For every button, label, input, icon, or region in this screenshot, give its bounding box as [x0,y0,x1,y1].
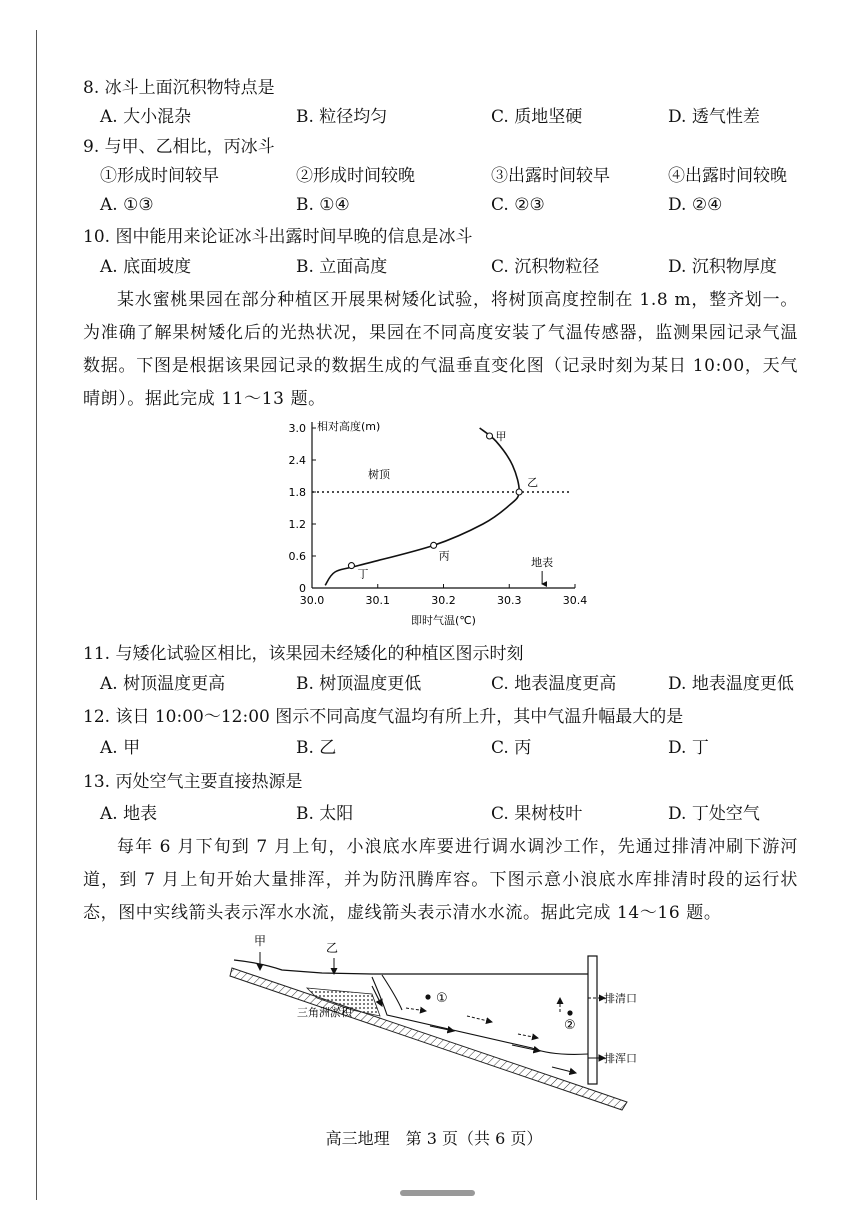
q8-stem: 8. 冰斗上面沉积物特点是 [83,78,275,98]
data-point-label: 乙 [527,476,539,489]
q9-item-1: ①形成时间较早 [100,166,219,186]
temperature-curve [325,428,519,585]
x-tick-label: 30.2 [431,594,456,607]
q8-option-b: B. 粒径均匀 [296,107,388,127]
passage-reservoir [83,831,798,930]
data-point-label: 甲 [495,430,507,443]
q9-item-4: ④出露时间较晚 [668,166,787,186]
q9-option-c: C. ②③ [491,195,545,215]
y-axis-label: 相对高度(m) [317,420,381,433]
q12-option-c: C. 丙 [491,738,532,758]
label-point-1: ① [436,991,448,1006]
data-point [431,542,437,548]
data-point [487,433,493,439]
q8-option-a: A. 大小混杂 [100,107,192,127]
reservoir-diagram [222,930,637,1110]
y-tick-label: 1.2 [288,518,306,531]
q9-item-3: ③出露时间较早 [491,166,610,186]
x-tick-label: 30.1 [365,594,390,607]
binding-margin-line [36,30,37,1200]
q12-option-b: B. 乙 [296,738,337,758]
q13-option-a: A. 地表 [100,804,158,824]
passage-reservoir-text: 每年 6 月下旬到 7 月上旬，小浪底水库要进行调水调沙工作，先通过排清冲刷下游河道，到 7 月上旬开始大量排浑，并为防汛腾库容。下图示意小浪底水库排清时段的运行状态，图中实线箭头表示浑水水流，虚线箭头表示清水水流。据此完成 14～16 题。 [83,837,798,923]
river-water-surface [234,960,372,974]
q13-option-c: C. 果树枝叶 [491,804,583,824]
y-tick-label: 1.8 [288,486,306,499]
q12-option-a: A. 甲 [100,738,141,758]
y-tick-label: 0.6 [288,550,306,563]
label-yi: 乙 [326,941,339,955]
x-axis-label: 即时气温(℃) [411,614,476,627]
label-outlet-clear: 排清口 [604,992,637,1005]
page-footer: 高三地理 第 3 页（共 6 页） [325,1129,543,1148]
data-point [516,489,522,495]
q9-option-d: D. ②④ [668,195,723,215]
q9-option-b: B. ①④ [296,195,350,215]
temperature-profile-chart [270,412,600,632]
q12-option-d: D. 丁 [668,738,709,758]
treetop-label: 树顶 [368,468,390,481]
q11-option-c: C. 地表温度更高 [491,674,617,694]
q13-option-b: B. 太阳 [296,804,354,824]
q11-option-a: A. 树顶温度更高 [100,674,226,694]
label-point-2: ② [564,1018,576,1033]
q8-option-c: C. 质地坚硬 [491,107,583,127]
q10-stem: 10. 图中能用来论证冰斗出露时间早晚的信息是冰斗 [83,227,473,247]
q10-option-c: C. 沉积物粒径 [491,257,600,277]
data-point-label: 丙 [438,549,450,563]
q11-option-d: D. 地表温度更低 [668,674,794,694]
label-jia: 甲 [254,934,267,948]
q13-option-d: D. 丁处空气 [668,804,760,824]
q8-option-d: D. 透气性差 [668,107,760,127]
ground-label: 地表 [531,556,554,569]
data-point-label: 丁 [357,567,369,581]
x-tick-label: 30.4 [562,594,588,607]
point-2-dot [567,1010,572,1015]
q9-item-2: ②形成时间较晚 [296,166,415,186]
point-1-dot [425,994,430,999]
q10-option-b: B. 立面高度 [296,257,388,277]
dam [588,956,597,1084]
q10-option-a: A. 底面坡度 [100,257,192,277]
x-tick-label: 30.3 [497,594,522,607]
q9-option-a: A. ①③ [100,195,154,215]
density-current [372,977,588,1054]
y-tick-label: 0 [299,582,306,595]
passage-orchard-text: 某水蜜桃果园在部分种植区开展果树矮化试验，将树顶高度控制在 1.8 m，整齐划一。为准确了解果树矮化后的光热状况，果园在不同高度安装了气温传感器，监测果园记录气温数据。下图是根据该果园记录的数据生成的气温垂直变化图（记录时刻为某日 10:00，天气晴朗）。据此完成 11～13 题。 [83,290,798,409]
label-outlet-muddy: 排浑口 [604,1052,637,1065]
q9-stem: 9. 与甲、乙相比，丙冰斗 [83,137,275,157]
y-tick-label: 2.4 [288,454,306,467]
data-point [348,563,354,569]
q12-stem: 12. 该日 10:00～12:00 图示不同高度气温均有所上升，其中气温升幅最大的是 [83,707,684,727]
q10-option-d: D. 沉积物厚度 [668,257,777,277]
riverbed [230,968,627,1110]
y-tick-label: 3.0 [288,422,306,435]
q11-stem: 11. 与矮化试验区相比，该果园未经矮化的种植区图示时刻 [83,644,524,664]
x-tick-label: 30.0 [299,594,325,607]
q13-stem: 13. 丙处空气主要直接热源是 [83,772,303,792]
q11-option-b: B. 树顶温度更低 [296,674,422,694]
label-delta: 三角洲淤积 [297,1006,352,1019]
passage-orchard [83,284,798,416]
bottom-scan-mark [400,1190,475,1196]
